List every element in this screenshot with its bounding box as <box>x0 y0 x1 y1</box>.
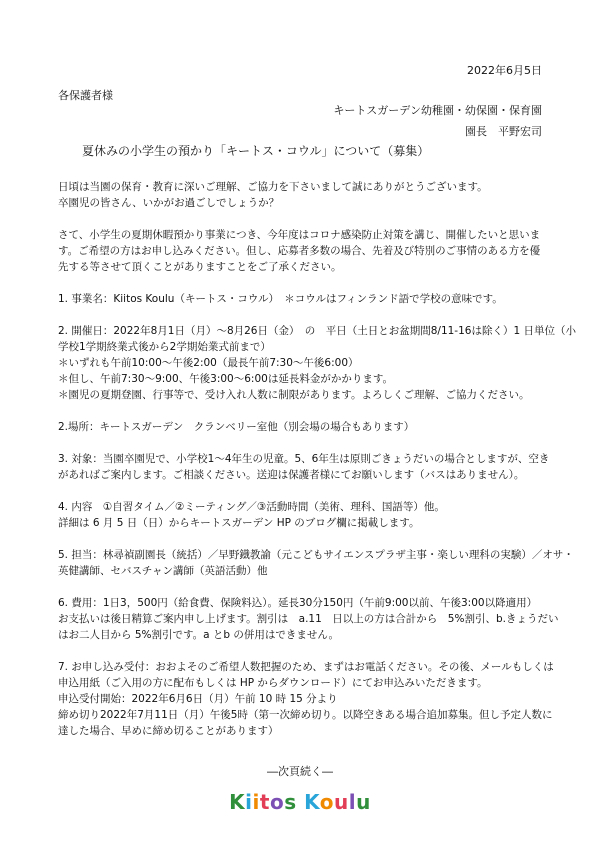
item-6-line: 6. 費用：1日3，500円（給食費、保険料込）。延長30分150円（午前9:00以前、午後3:00以降適用） <box>58 597 538 609</box>
item-2-line: 2. 開催日：2022年8月1日（月）～8月26日（金） の 平日（土日とお盆期間8/11-16は除く）1 日単位（小 <box>58 325 576 337</box>
item-7-line: 申込受付開始：2022年6月6日（月）午前 10 時 15 分より <box>58 693 338 705</box>
document-date: 2022年6月5日 <box>467 64 542 77</box>
logo-letter: o <box>269 790 285 814</box>
item-5-line: 英健講師、セバスチャン講師（英語活動）他 <box>58 565 268 577</box>
item-7-line: 申込用紙（ご入用の方に配布もしくは HP からダウンロード）にてお申込みいただきます。 <box>58 677 488 689</box>
continued-note: ―次頁続く― <box>267 765 333 778</box>
para2-line: さて、小学生の夏期休暇預かり事業につき、今年度はコロナ感染防止対策を講じ、開催したいと思いま <box>58 229 541 241</box>
logo-letter: u <box>333 790 349 814</box>
item-2-line: 学校1学期終業式後から2学期始業式前まで） <box>58 341 271 353</box>
logo-letter: K <box>304 790 320 814</box>
item-2-line: ＊いずれも午前10:00～午後2:00（最長午前7:30～午後6:00） <box>58 357 359 369</box>
item-1: 1. 事業名：Kiitos Koulu（キートス・コウル） ＊コウルはフィンランド語で学校の意味です。 <box>58 293 503 305</box>
item-3-line: 3. 対象：当園卒園児で、小学校1～4年生の児童。5、6年生は原則ごきょうだいの場合としますが、空き <box>58 453 550 465</box>
item-4-line: 詳細は 6 月 5 日（日）からキートスガーデン HP のブログ欄に掲載します。 <box>58 517 420 529</box>
logo-letter: i <box>245 790 253 814</box>
item-7-line: 締め切り2022年7月11日（月）午後5時（第一次締め切り。以降空きある場合追加募集。但し予定人数に <box>58 709 553 721</box>
intro-line: 日頃は当園の保育・教育に深いご理解、ご協力を下さいまして誠にありがとうございます。 <box>58 181 488 193</box>
intro-line: 卒園児の皆さん、いかがお過ごしでしょうか？ <box>58 197 280 209</box>
logo-letter: o <box>319 790 334 814</box>
item-5-line: 5. 担当：林尋禎副園長（統括）／早野鐡教諭（元こどもサイエンスプラザ主事・楽しい理科の実験）／オサ・ <box>58 549 574 561</box>
item-4-line: 4. 内容 ①自習タイム／②ミーティング／③活動時間（美術、理科、国語等）他。 <box>58 501 445 513</box>
item-6-line: お支払いは後日精算ご案内申し上げます。割引は a.11 日以上の方は合計から 5%割引、b.きょうだい <box>58 613 559 625</box>
logo-letter: t <box>259 790 270 814</box>
logo-letter: u <box>356 790 371 814</box>
logo-letter <box>297 790 304 814</box>
sender-org: キートスガーデン幼稚園・幼保園・保育園 <box>333 104 542 117</box>
item-2-line: ＊但し、午前7:30～9:00、午後3:00～6:00は延長料金がかかります。 <box>58 373 393 385</box>
logo-text <box>229 790 371 814</box>
kiitos-koulu-logo <box>0 790 600 814</box>
item-6-line: はお二人目から 5%割引です。a とb の併用はできません。 <box>58 629 340 641</box>
sender-name: 園長 平野宏司 <box>465 125 542 138</box>
logo-letter: i <box>252 790 260 814</box>
recipient: 各保護者様 <box>58 89 113 102</box>
para2-line: す。ご希望の方はお申し込みください。但し、応募者多数の場合、先着及び特別のご事情のある方を優 <box>58 245 541 257</box>
item-2-line: ＊園児の夏期登園、行事等で、受け入れ人数に制限があります。よろしくご理解、ご協力ください。 <box>58 389 530 401</box>
document-title: 夏休みの小学生の預かり「キートス・コウル」について（募集） <box>82 144 430 158</box>
item-3-line: があればご案内します。ご相談ください。送迎は保護者様にてお願いします（バスはありません）。 <box>58 469 525 481</box>
item-7-line: 7. お申し込み受付：おおよそのご希望人数把握のため、まずはお電話ください。その後、メールもしくは <box>58 661 554 673</box>
logo-letter: l <box>348 790 357 814</box>
item-7-line: 達した場合、早めに締め切ることがあります） <box>58 725 279 737</box>
logo-letter: s <box>284 790 297 814</box>
logo-letter: K <box>229 790 246 814</box>
para2-line: 先する等させて頂くことがありますことをご了承ください。 <box>58 261 342 273</box>
item-place: 2.場所：キートスガーデン クランベリー室他（別会場の場合もあります） <box>58 421 415 433</box>
